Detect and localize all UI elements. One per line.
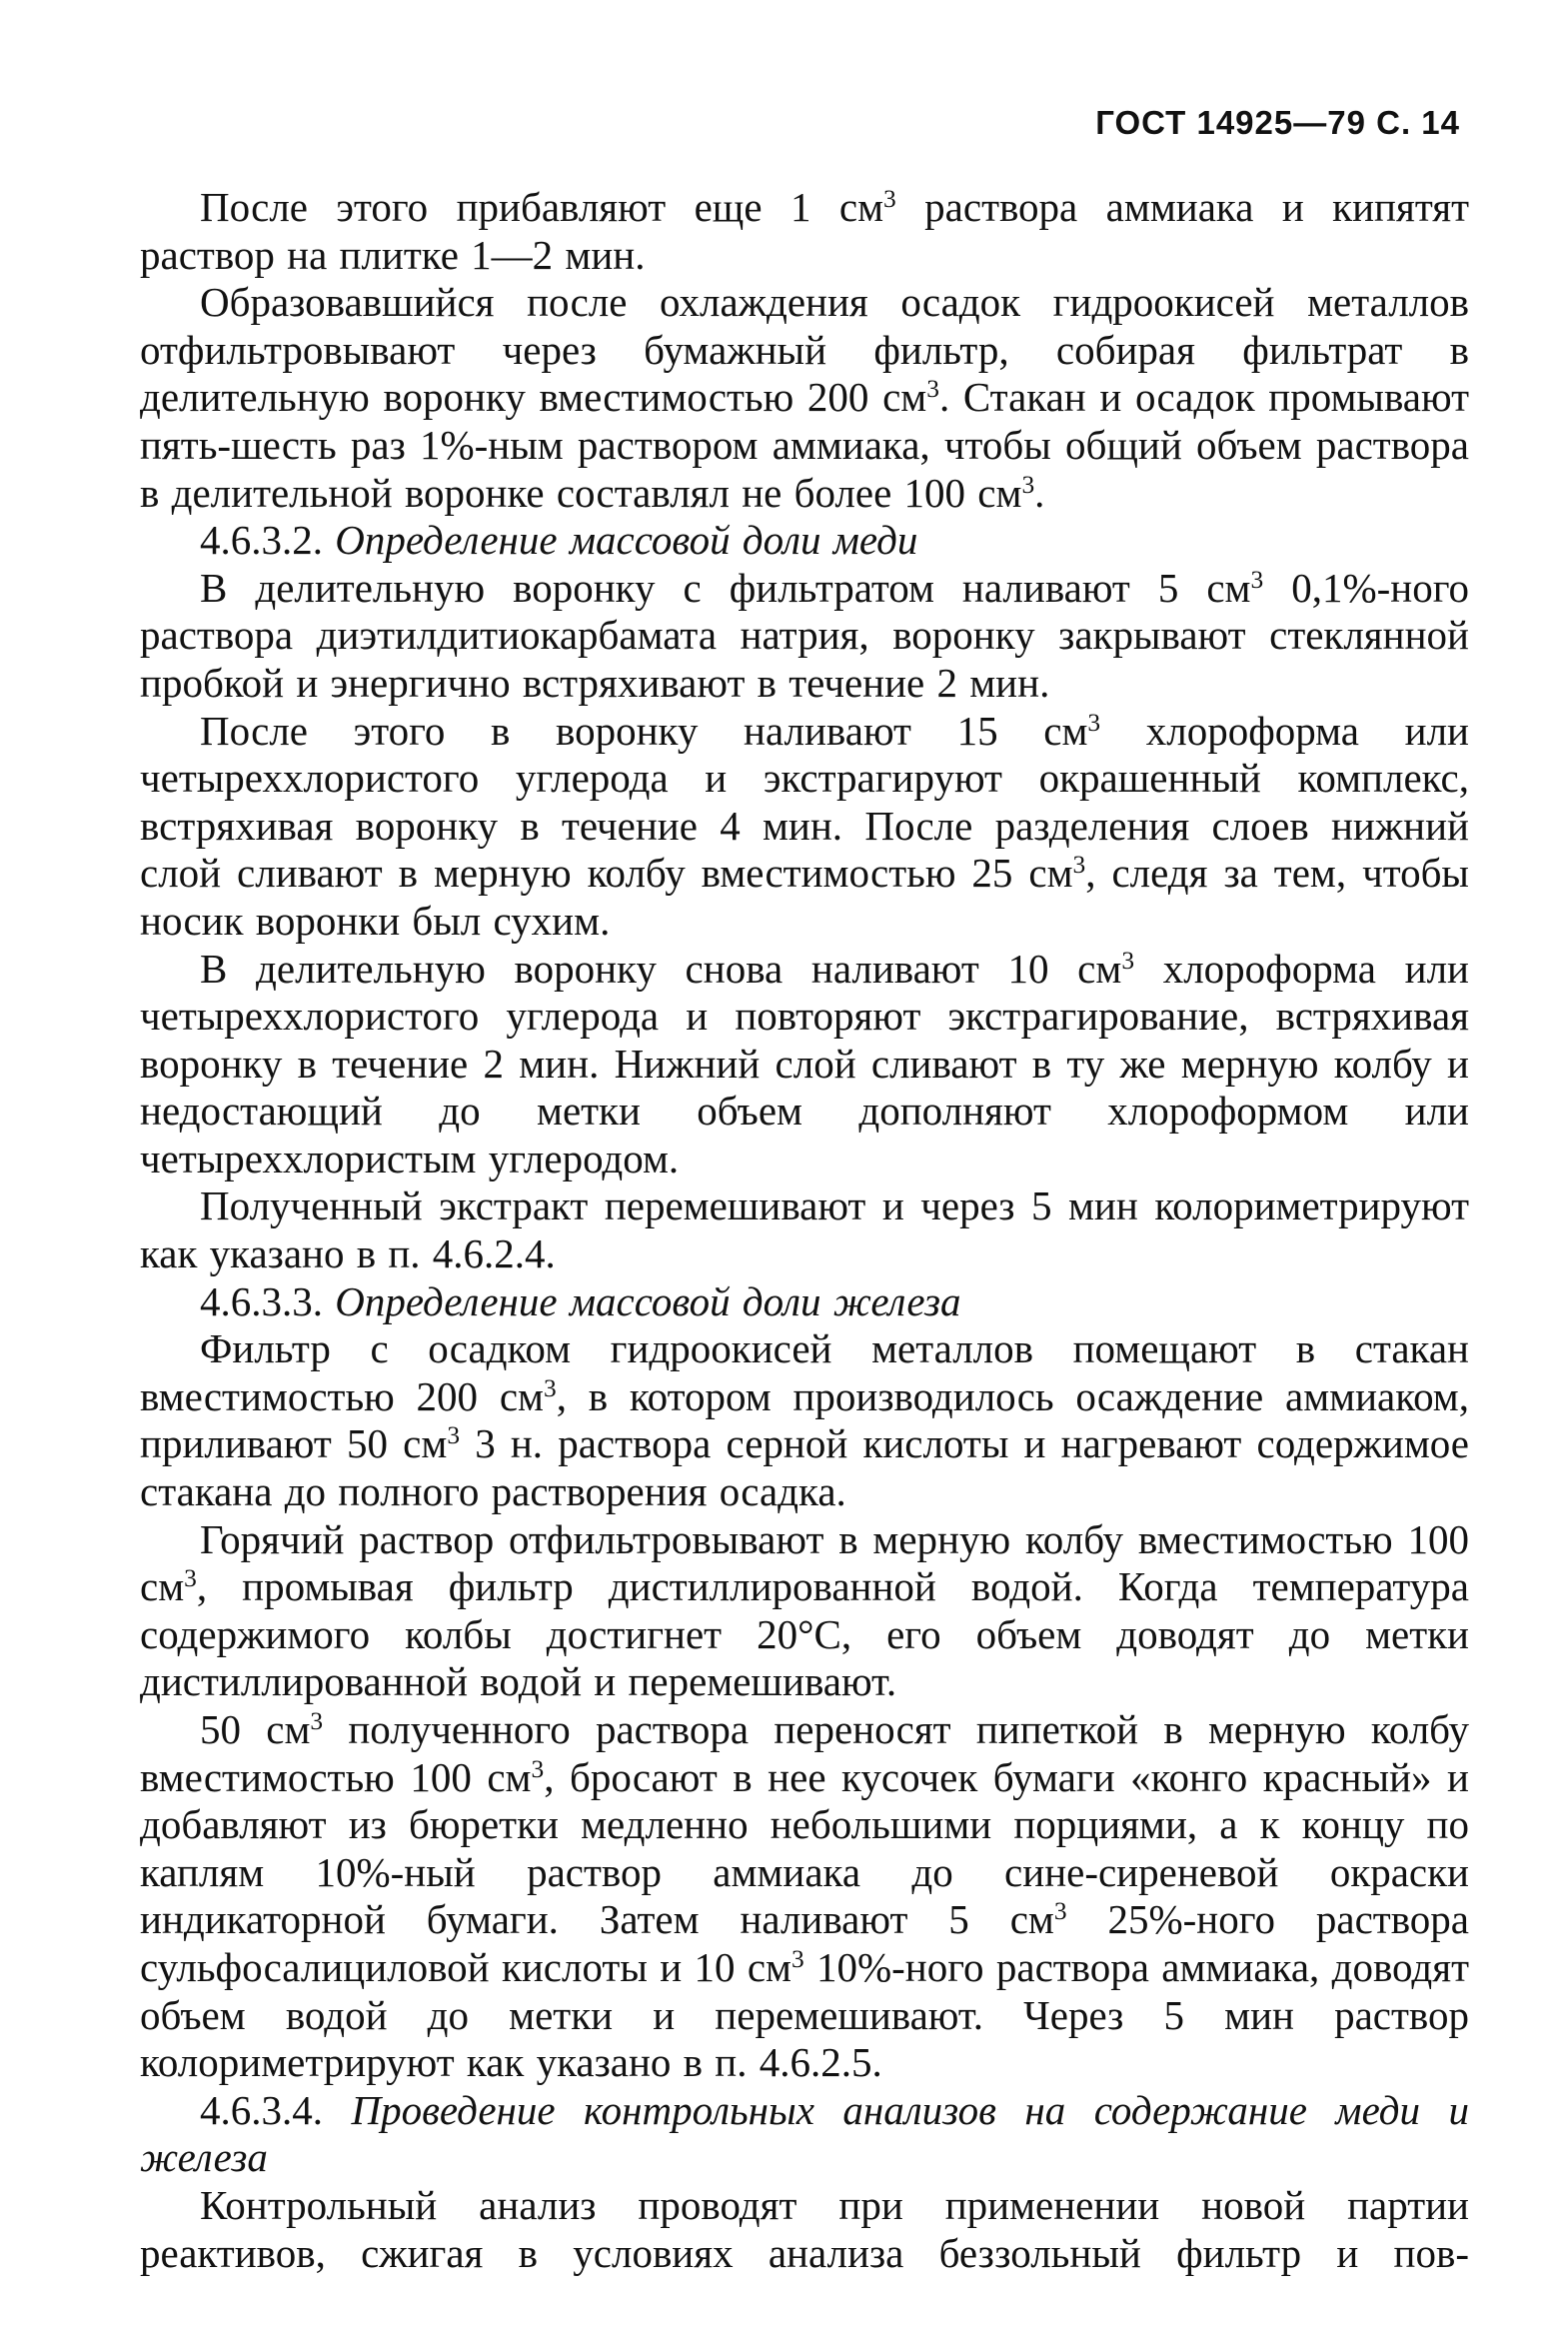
section-number: 4.6.3.2. [200, 517, 323, 564]
section-number: 4.6.3.3. [200, 1277, 323, 1324]
section-title: Определение массовой доли меди [335, 517, 918, 564]
section-heading [140, 517, 1469, 565]
body-paragraph: 50 $см^3$ полученного раствора переносят пипеткой в мерную колбу вместимостью 100 $см^3$, бросают в нее кусочек бумаги «конго красный» и добавляют из бюретки медленно небольшими порциями, а к концу по каплям 10%-ный раствор аммиака до сине-сиреневой окраски индикаторной бумаги. Затем наливают 5 $см^3$ 25%-ного раствора сульфосалициловой кислоты и 10 $см^3$ 10%-ного раствора аммиака, доводят объем водой до метки и перемешивают. Через 5 мин раствор колориметрируют как указано в п. 4.6.2.5. [140, 1706, 1469, 2086]
section-title: Определение массовой доли железа [335, 1277, 961, 1324]
body-paragraph: Горячий раствор отфильтровывают в мерную колбу вместимостью 100 $см^3$, промывая фильтр дистиллированной водой. Когда температура содержимого колбы достигнет 20°С, его объем доводят до метки дистиллированной водой и перемешивают. [140, 1515, 1469, 1705]
body-paragraph: В делительную воронку снова наливают 10 $см^3$ хлороформа или четыреххлористого углерода и повторяют экстрагирование, встряхивая воронку в течение 2 мин. Нижний слой сливают в ту же мерную колбу и недостающий до метки объем дополняют хлороформом или четыреххлористым углеродом. [140, 945, 1469, 1181]
body-paragraph: В делительную воронку с фильтратом наливают 5 $см^3$ 0,1%-ного раствора диэтилдитиокарбамата натрия, воронку закрывают стеклянной пробкой и энергично встряхивают в течение 2 мин. [140, 564, 1469, 706]
section-title: Проведение контрольных анализов на содержание меди и железа [140, 2086, 1469, 2181]
page-header: ГОСТ 14925—79 С. 14 [1095, 104, 1460, 141]
body-paragraph: После этого в воронку наливают 15 $см^3$ хлороформа или четыреххлористого углерода и экстрагируют окрашенный комплекс, встряхивая воронку в течение 4 мин. После разделения слоев нижний слой сливают в мерную колбу вместимостью 25 $см^3$, следя за тем, чтобы носик воронки был сухим. [140, 707, 1469, 944]
section-heading [140, 1278, 1469, 1326]
document-body [140, 184, 1469, 2277]
body-paragraph: Фильтр с осадком гидроокисей металлов помещают в стакан вместимостью 200 $см^3$, в котором производилось осаждение аммиаком, приливают 50 $см^3$ 3 н. раствора серной кислоты и нагревают содержимое стакана до полного растворения осадка. [140, 1325, 1470, 1515]
section-number: 4.6.3.4. [200, 2086, 323, 2133]
body-paragraph: Полученный экстракт перемешивают и через 5 мин колориметрируют как указано в п. 4.6.2.4. [140, 1182, 1469, 1277]
body-paragraph: Контрольный анализ проводят при применении новой партии реактивов, сжигая в условиях анализа беззольный фильтр и пов- [140, 2181, 1469, 2276]
section-heading [140, 2087, 1469, 2182]
body-paragraph: После этого прибавляют еще 1 $см^3$ раствора аммиака и кипятят раствор на плитке 1—2 мин. [140, 184, 1469, 278]
body-paragraph: Образовавшийся после охлаждения осадок гидроокисей металлов отфильтровывают через бумажный фильтр, собирая фильтрат в делительную воронку вместимостью 200 $см^3$. Стакан и осадок промывают пять-шесть раз 1%-ным раствором аммиака, чтобы общий объем раствора в делительной воронке составлял не более 100 $см^3$. [140, 279, 1469, 516]
